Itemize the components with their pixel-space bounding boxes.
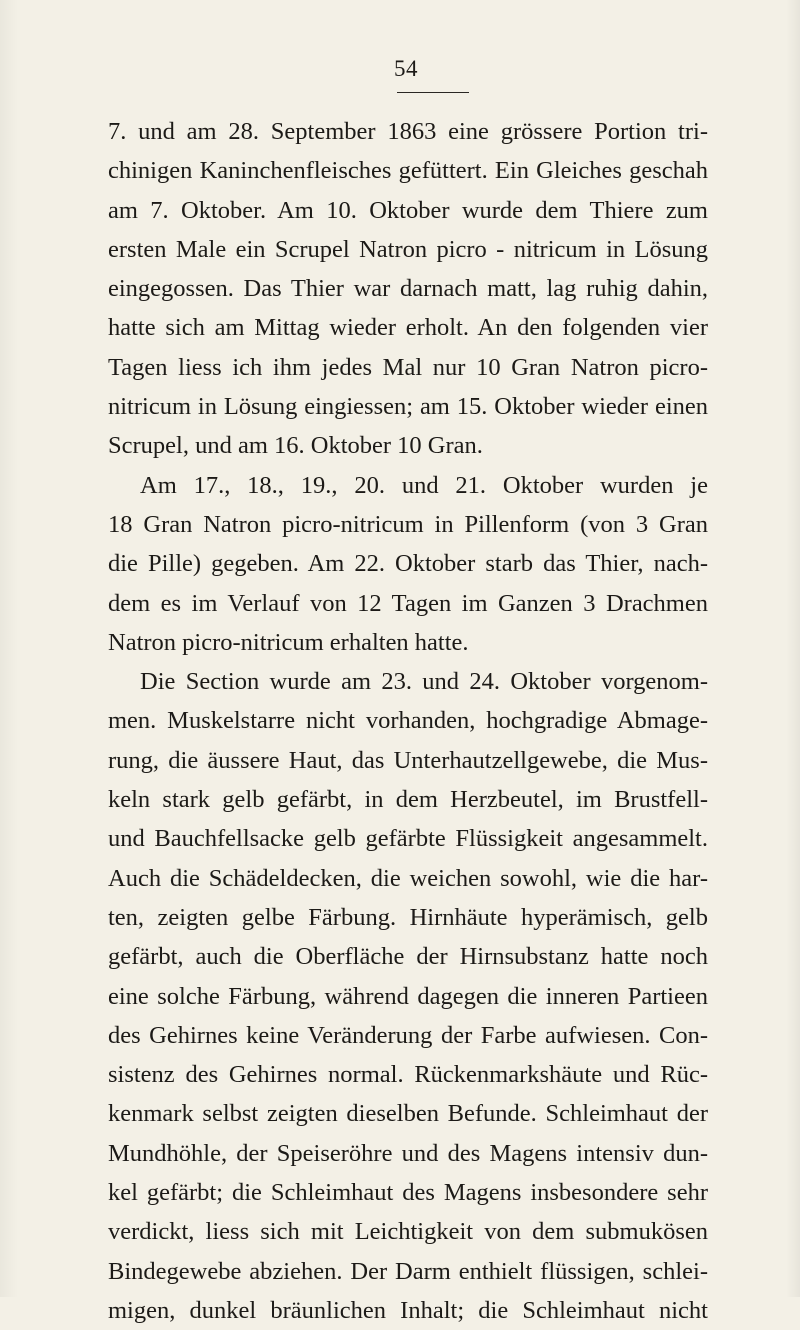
text-line: sistenz des Gehirnes normal. Rückenmarkshäute und Rüc- xyxy=(108,1061,708,1089)
text-line: Die Section wurde am 23. und 24. Oktober vorgenom- xyxy=(140,668,708,696)
text-line: verdickt, liess sich mit Leichtigkeit von dem submukösen xyxy=(108,1218,708,1246)
text-line: rung, die äussere Haut, das Unterhautzellgewebe, die Mus- xyxy=(108,746,708,774)
text-line: ersten Male ein Scrupel Natron picro - nitricum in Lösung xyxy=(108,235,708,263)
text-line: Bindegewebe abziehen. Der Darm enthielt flüssigen, schlei- xyxy=(108,1257,708,1285)
text-line: kenmark selbst zeigten dieselben Befunde. Schleimhaut der xyxy=(108,1100,708,1128)
text-line: dem es im Verlauf von 12 Tagen im Ganzen 3 Drachmen xyxy=(108,589,708,617)
text-line: kel gefärbt; die Schleimhaut des Magens insbesondere sehr xyxy=(108,1179,708,1207)
text-line: am 7. Oktober. Am 10. Oktober wurde dem Thiere zum xyxy=(108,196,708,224)
text-line: und Bauchfellsacke gelb gefärbte Flüssigkeit angesammelt. xyxy=(108,825,708,853)
text-line: Auch die Schädeldecken, die weichen sowohl, wie die har- xyxy=(108,864,708,892)
text-line: chinigen Kaninchenfleisches gefüttert. Ein Gleiches geschah xyxy=(108,157,708,185)
page-number: 54 xyxy=(394,56,418,81)
text-line: nitricum in Lösung eingiessen; am 15. Oktober wieder einen xyxy=(108,393,708,421)
text-line: gefärbt, auch die Oberfläche der Hirnsubstanz hatte noch xyxy=(108,943,708,971)
text-line: eine solche Färbung, während dagegen die inneren Partieen xyxy=(108,982,708,1010)
text-line: ten, zeigten gelbe Färbung. Hirnhäute hyperämisch, gelb xyxy=(108,903,708,931)
text-line: des Gehirnes keine Veränderung der Farbe aufwiesen. Con- xyxy=(108,1021,708,1049)
text-line: die Pille) gegeben. Am 22. Oktober starb das Thier, nach- xyxy=(108,550,708,578)
text-line: keln stark gelb gefärbt, in dem Herzbeutel, im Brustfell- xyxy=(108,786,708,814)
text-line: Am 17., 18., 19., 20. und 21. Oktober wurden je xyxy=(140,471,708,499)
text-line: 7. und am 28. September 1863 eine grössere Portion tri- xyxy=(108,118,708,145)
text-line: men. Muskelstarre nicht vorhanden, hochgradige Abmage- xyxy=(108,707,708,735)
text-line: Scrupel, und am 16. Oktober 10 Gran. xyxy=(108,432,483,460)
page-number-rule xyxy=(397,92,469,93)
text-line: Mundhöhle, der Speiseröhre und des Magens intensiv dun- xyxy=(108,1139,708,1167)
text-line: Natron picro-nitricum erhalten hatte. xyxy=(108,628,469,656)
text-line: migen, dunkel bräunlichen Inhalt; die Schleimhaut nicht xyxy=(108,1296,708,1324)
text-line: Tagen liess ich ihm jedes Mal nur 10 Gran Natron picro- xyxy=(108,353,708,381)
text-line: 18 Gran Natron picro-nitricum in Pillenform (von 3 Gran xyxy=(108,510,708,538)
text-line: eingegossen. Das Thier war darnach matt, lag ruhig dahin, xyxy=(108,275,708,303)
body-text xyxy=(108,112,708,1330)
text-line: hatte sich am Mittag wieder erholt. An den folgenden vier xyxy=(108,314,708,342)
